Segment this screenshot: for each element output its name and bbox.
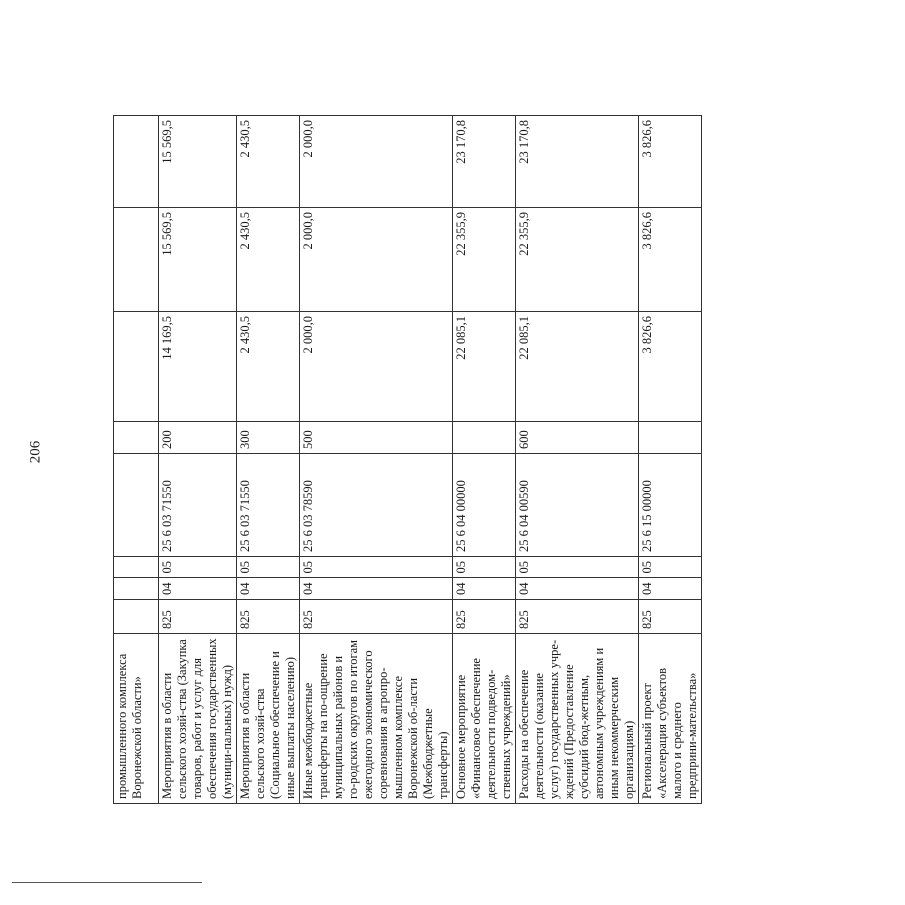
table-row <box>300 116 453 804</box>
row-description: Мероприятия в области сельского хозяй-ства (Социальное обеспечение и иные выплаты населению) <box>237 634 300 804</box>
target-article-code: 25 6 04 00590 <box>516 454 639 557</box>
expense-type-code <box>453 422 516 454</box>
grbs-code: 825 <box>639 600 702 634</box>
table-row <box>114 116 159 804</box>
table-row <box>453 116 516 804</box>
row-description: Мероприятия в области сельского хозяй-ства (Закупка товаров, работ и услуг для обеспечения государственных (муници-пальных) нужд) <box>159 634 237 804</box>
table-row <box>516 116 639 804</box>
section-code <box>114 578 159 600</box>
row-description: Основное мероприятие «Финансовое обеспечение деятельности подведом-ственных учреждений» <box>453 634 516 804</box>
amount-year-3: 3 826,6 <box>639 116 702 208</box>
row-description: Иные межбюджетные трансферты на по-ощрение муниципальных районов и го-родских округов по итогам ежегодного экономического соревнования в агропро-мышленном комплексе Воронежской об-ласти (Межбюджетные трансферты) <box>300 634 453 804</box>
amount-year-3: 23 170,8 <box>516 116 639 208</box>
grbs-code: 825 <box>453 600 516 634</box>
subsection-code: 05 <box>453 557 516 579</box>
table-row <box>237 116 300 804</box>
amount-year-1: 2 000,0 <box>300 312 453 422</box>
amount-year-2: 2 000,0 <box>300 208 453 312</box>
grbs-code <box>114 600 159 634</box>
budget-table-body <box>114 116 702 804</box>
subsection-code: 05 <box>237 557 300 579</box>
amount-year-3: 23 170,8 <box>453 116 516 208</box>
section-code: 04 <box>453 578 516 600</box>
amount-year-1: 22 085,1 <box>516 312 639 422</box>
subsection-code <box>114 557 159 579</box>
amount-year-2 <box>114 208 159 312</box>
amount-year-1: 3 826,6 <box>639 312 702 422</box>
amount-year-1: 14 169,5 <box>159 312 237 422</box>
amount-year-3: 15 569,5 <box>159 116 237 208</box>
section-code: 04 <box>237 578 300 600</box>
target-article-code: 25 6 04 00000 <box>453 454 516 557</box>
row-description: Расходы на обеспечение деятельности (оказание услуг) государственных учре-ждений (Предоставление субсидий бюд-жетным, автономным учреждениям и иным некоммерческим организациям) <box>516 634 639 804</box>
table-row <box>159 116 237 804</box>
amount-year-2: 3 826,6 <box>639 208 702 312</box>
grbs-code: 825 <box>300 600 453 634</box>
expense-type-code <box>114 422 159 454</box>
amount-year-2: 22 355,9 <box>453 208 516 312</box>
row-description: Региональный проект «Акселерация субъектов малого и среднего предприни-мательства» <box>639 634 702 804</box>
page-number: 206 <box>27 440 44 464</box>
section-code: 04 <box>300 578 453 600</box>
footer-rule <box>12 882 202 883</box>
row-description: промышленного комплекса Воронежской области» <box>114 634 159 804</box>
subsection-code: 05 <box>300 557 453 579</box>
amount-year-3 <box>114 116 159 208</box>
section-code: 04 <box>639 578 702 600</box>
amount-year-2: 22 355,9 <box>516 208 639 312</box>
amount-year-3: 2 000,0 <box>300 116 453 208</box>
amount-year-1: 22 085,1 <box>453 312 516 422</box>
expense-type-code: 200 <box>159 422 237 454</box>
section-code: 04 <box>516 578 639 600</box>
target-article-code: 25 6 03 78590 <box>300 454 453 557</box>
expense-type-code: 300 <box>237 422 300 454</box>
target-article-code: 25 6 15 00000 <box>639 454 702 557</box>
amount-year-3: 2 430,5 <box>237 116 300 208</box>
subsection-code: 05 <box>516 557 639 579</box>
expense-type-code: 500 <box>300 422 453 454</box>
amount-year-1: 2 430,5 <box>237 312 300 422</box>
grbs-code: 825 <box>159 600 237 634</box>
section-code: 04 <box>159 578 237 600</box>
target-article-code: 25 6 03 71550 <box>237 454 300 557</box>
expense-type-code <box>639 422 702 454</box>
target-article-code: 25 6 03 71550 <box>159 454 237 557</box>
subsection-code: 05 <box>639 557 702 579</box>
subsection-code: 05 <box>159 557 237 579</box>
grbs-code: 825 <box>237 600 300 634</box>
amount-year-2: 2 430,5 <box>237 208 300 312</box>
grbs-code: 825 <box>516 600 639 634</box>
expense-type-code: 600 <box>516 422 639 454</box>
budget-table <box>113 115 702 804</box>
table-row <box>639 116 702 804</box>
amount-year-1 <box>114 312 159 422</box>
amount-year-2: 15 569,5 <box>159 208 237 312</box>
target-article-code <box>114 454 159 557</box>
